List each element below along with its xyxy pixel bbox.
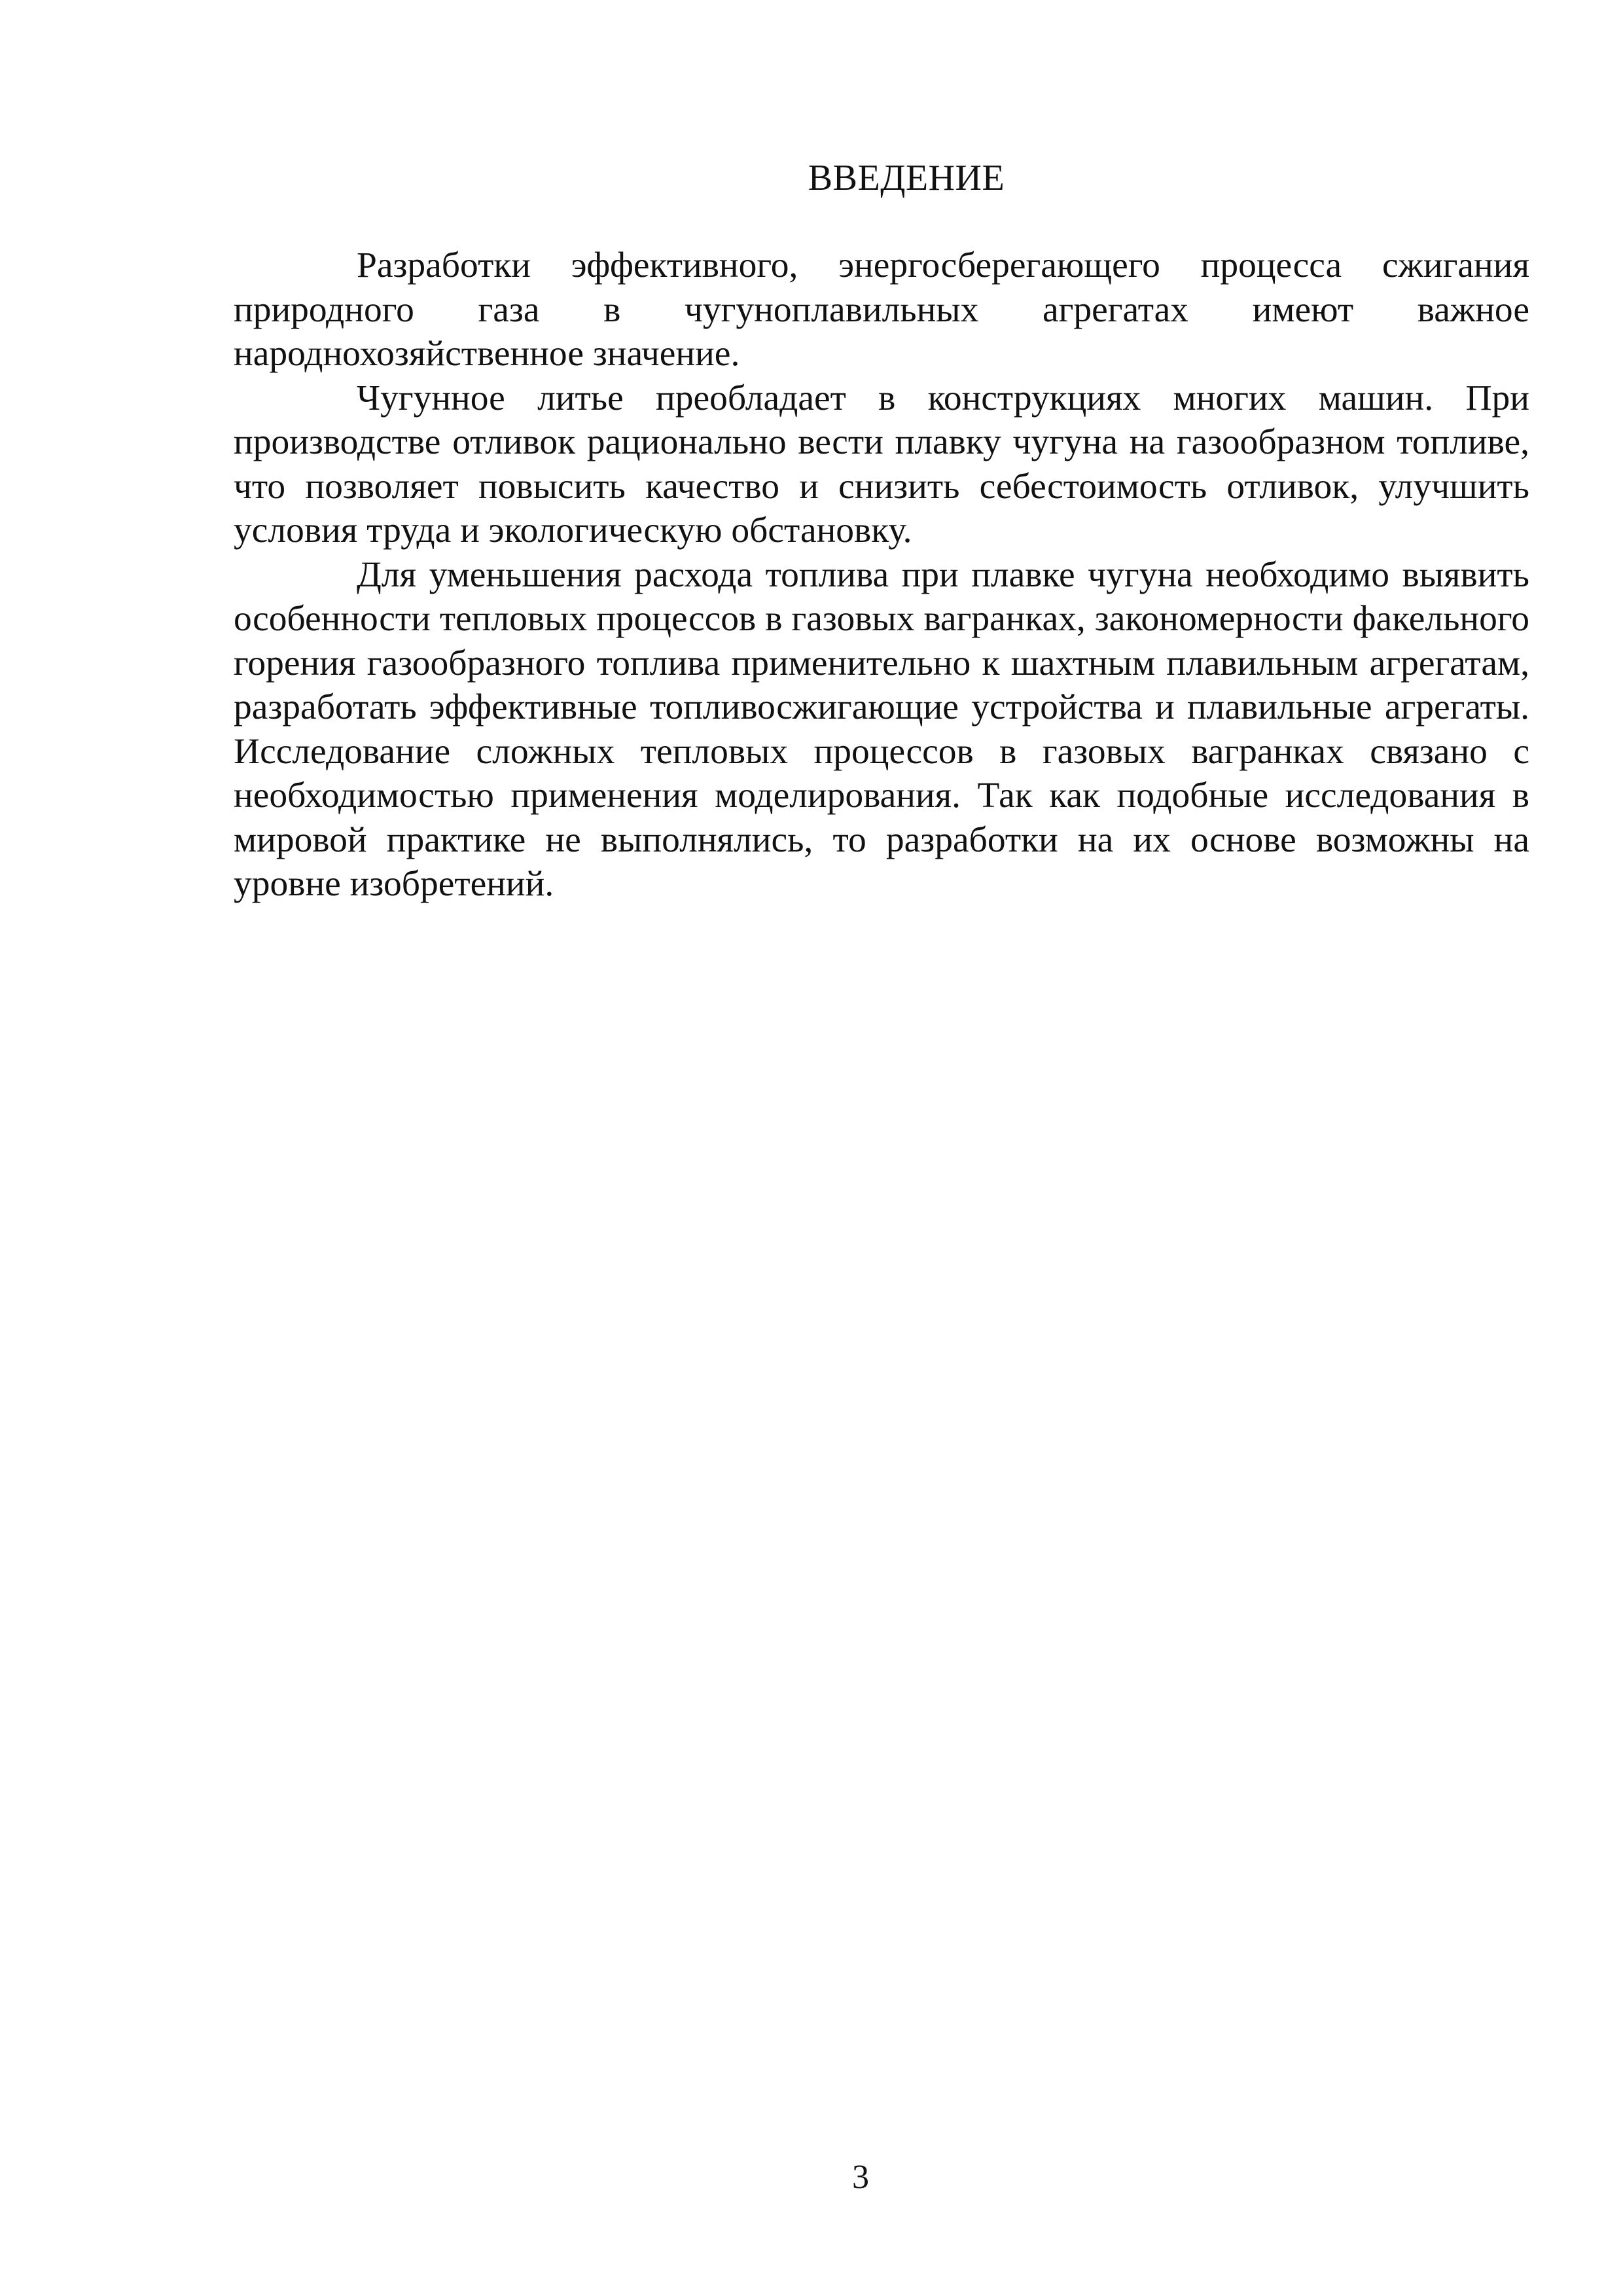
paragraph-3: Для уменьшения расхода топлива при плавке чугуна необходимо выявить особенности тепловых процессов в газовых вагранках, закономерности факельного горения газообразного топлива применительно к шахтным плавильным агрегатам, разработать эффективные топливосжигающие устройства и плавильные агрегаты. Исследование сложных тепловых процессов в газовых вагранках связано с необходимостью применения моделирования. Так как подобные исследования в мировой практике не выполнялись, то разработки на их основе возможны на уровне изобретений. (234, 554, 1529, 904)
body-text (234, 243, 1529, 906)
page-title: ВВЕДЕНИЕ (808, 158, 1005, 198)
paragraph-2: Чугунное литье преобладает в конструкциях многих машин. При производстве отливок рационально вести плавку чугуна на газообразном топливе, что позволяет повысить качество и снизить себестоимость отливок, улучшить условия труда и экологическую обстановку. (234, 378, 1529, 550)
paragraph-1: Разработки эффективного, энергосберегающего процесса сжигания природного газа в чугуноплавильных агрегатах имеют важное народнохозяйственное значение. (234, 245, 1529, 374)
page-number: 3 (852, 2159, 869, 2196)
